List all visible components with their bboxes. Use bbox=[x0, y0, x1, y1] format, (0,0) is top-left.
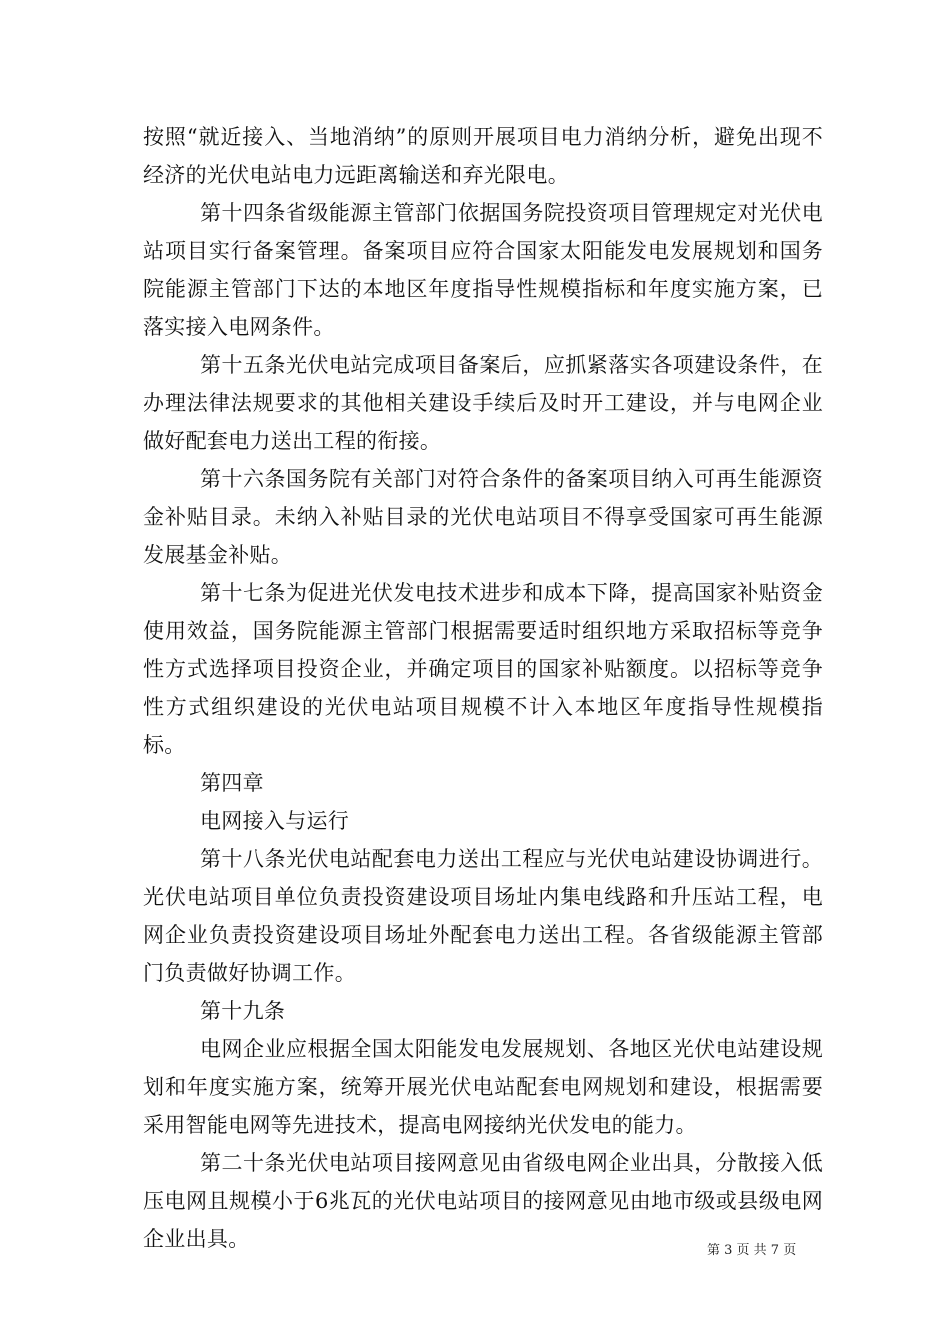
paragraph-article-17: 第十七条为促进光伏发电技术进步和成本下降，提高国家补贴资金使用效益，国务院能源主管部门根据需要适时组织地方采取招标等竞争性方式选择项目投资企业，并确定项目的国家补贴额度。以招标等竞争性方式组织建设的光伏电站项目规模不计入本地区年度指导性规模指标。 bbox=[143, 581, 823, 757]
paragraph-article-19: 电网企业应根据全国太阳能发电发展规划、各地区光伏电站建设规划和年度实施方案，统筹开展光伏电站配套电网规划和建设，根据需要采用智能电网等先进技术，提高电网接纳光伏发电的能力。 bbox=[143, 1037, 823, 1137]
paragraph-article-16: 第十六条国务院有关部门对符合条件的备案项目纳入可再生能源资金补贴目录。未纳入补贴目录的光伏电站项目不得享受国家可再生能源发展基金补贴。 bbox=[143, 467, 823, 567]
paragraph-article-18: 第十八条光伏电站配套电力送出工程应与光伏电站建设协调进行。光伏电站项目单位负责投资建设项目场址内集电线路和升压站工程，电网企业负责投资建设项目场址外配套电力送出工程。各省级能源主管部门负责做好协调工作。 bbox=[143, 847, 823, 985]
paragraph-article-14: 第十四条省级能源主管部门依据国务院投资项目管理规定对光伏电站项目实行备案管理。备案项目应符合国家太阳能发电发展规划和国务院能源主管部门下达的本地区年度指导性规模指标和年度实施方案，已落实接入电网条件。 bbox=[143, 201, 823, 339]
article-19-heading: 第十九条 bbox=[200, 999, 286, 1023]
page-number: 第 3 页 共 7 页 bbox=[707, 1243, 797, 1258]
chapter-title: 电网接入与运行 bbox=[200, 809, 350, 833]
paragraph-article-20: 第二十条光伏电站项目接网意见由省级电网企业出具，分散接入低压电网且规模小于6兆瓦的光伏电站项目的接网意见由地市级或县级电网企业出具。 bbox=[143, 1151, 823, 1251]
paragraph-article-15: 第十五条光伏电站完成项目备案后，应抓紧落实各项建设条件，在办理法律法规要求的其他相关建设手续后及时开工建设，并与电网企业做好配套电力送出工程的衔接。 bbox=[143, 353, 823, 453]
chapter-heading: 第四章 bbox=[200, 771, 264, 795]
paragraph-continuation: 按照“就近接入、当地消纳”的原则开展项目电力消纳分析，避免出现不经济的光伏电站电力远距离输送和弃光限电。 bbox=[143, 125, 823, 187]
document-body bbox=[143, 118, 823, 1258]
